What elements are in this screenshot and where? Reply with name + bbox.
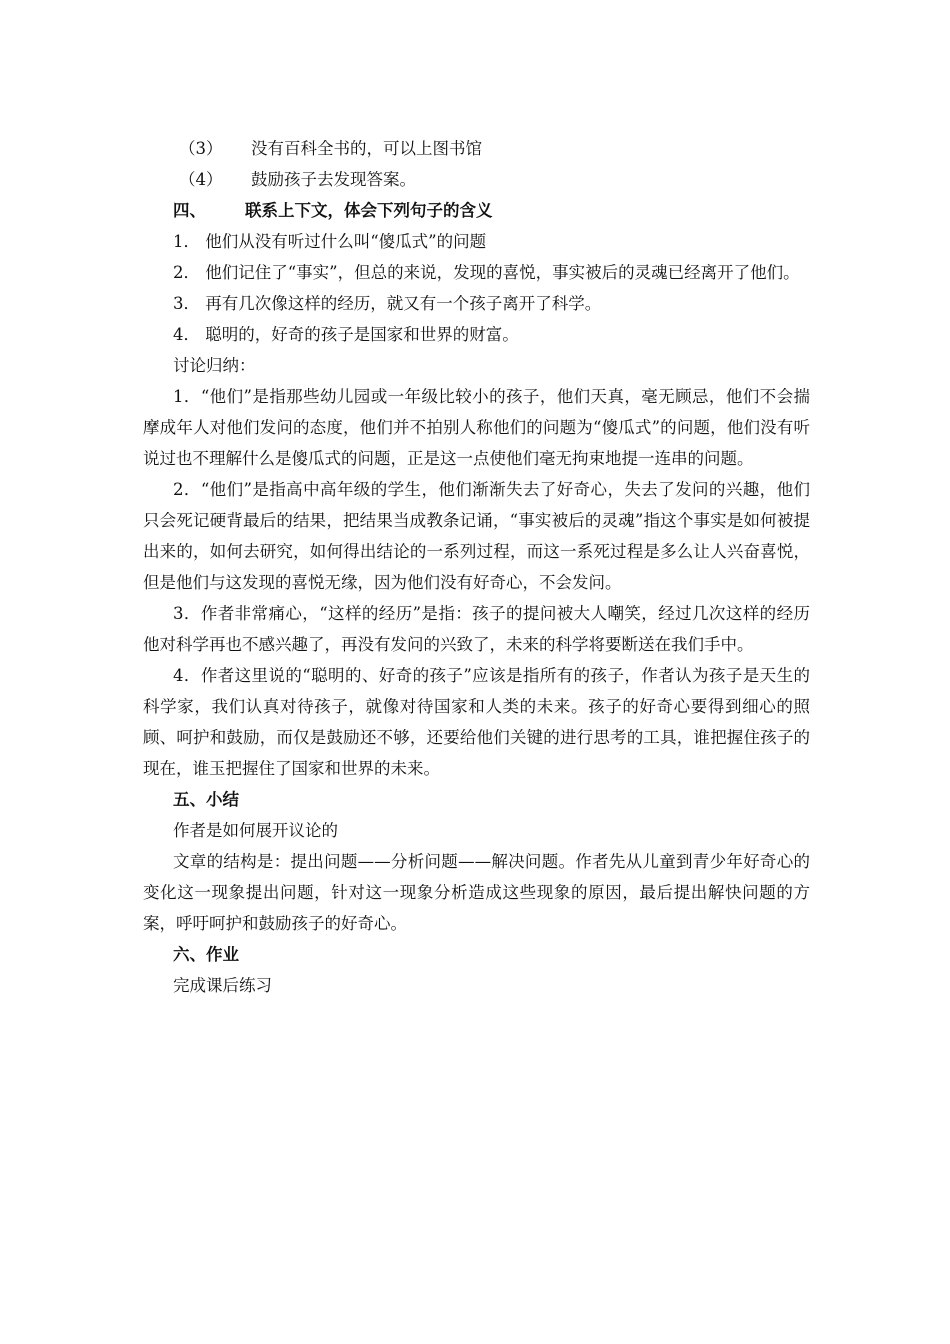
list-text: 鼓励孩子去发现答案。: [251, 170, 416, 189]
section-5-heading: 五、小结: [173, 790, 239, 809]
discussion-label: 讨论归纳：: [173, 356, 256, 375]
list-marker: （4）: [179, 170, 223, 189]
question-1: 1． 他们从没有听过什么叫“傻瓜式”的问题: [173, 232, 487, 251]
section-4-title: 联系上下文，体会下列句子的含义: [245, 201, 493, 220]
answer-2: 2．“他们”是指高中高年级的学生，他们渐渐失去了好奇心，失去了发问的兴趣，他们只会死记硬背最后的结果，把结果当成教条记诵，“事实被后的灵魂”指这个事实是如何被提出来的，如何去研究，如何得出结论的一系列过程，而这一系死过程是多么让人兴奋喜悦，但是他们与这发现的喜悦无缘，因为他们没有好奇心，不会发问。: [143, 480, 810, 592]
section-4-number: 四、: [173, 201, 206, 220]
list-text: 没有百科全书的，可以上图书馆: [251, 139, 482, 158]
section-5-line: 作者是如何展开议论的: [173, 821, 338, 840]
section-4-heading: [143, 195, 810, 226]
question-3: 3． 再有几次像这样的经历，就又有一个孩子离开了科学。: [173, 294, 602, 313]
list-marker: （3）: [179, 139, 223, 158]
answer-1: 1．“他们”是指那些幼儿园或一年级比较小的孩子，他们天真，毫无顾忌，他们不会揣摩成年人对他们发问的态度，他们并不拍别人称他们的问题为“傻瓜式”的问题，他们没有听说过也不理解什么是傻瓜式的问题，正是这一点使他们毫无拘束地提一连串的问题。: [143, 387, 810, 468]
list-item-3: [143, 133, 810, 164]
answer-4: 4．作者这里说的“聪明的、好奇的孩子”应该是指所有的孩子，作者认为孩子是天生的科学家，我们认真对待孩子，就像对待国家和人类的未来。孩子的好奇心要得到细心的照顾、呵护和鼓励，而仅是鼓励还不够，还要给他们关键的进行思考的工具，谁把握住孩子的现在，谁玉把握住了国家和世界的未来。: [143, 666, 810, 778]
section-5-paragraph: 文章的结构是：提出问题——分析问题——解决问题。作者先从儿童到青少年好奇心的变化这一现象提出问题，针对这一现象分析造成这些现象的原因，最后提出解快问题的方案，呼吁呵护和鼓励孩子的好奇心。: [143, 852, 810, 933]
section-6-line: 完成课后练习: [173, 976, 272, 995]
list-item-4: [143, 164, 810, 195]
document-body: [143, 133, 810, 1001]
answer-3: 3．作者非常痛心，“这样的经历”是指：孩子的提问被大人嘲笑，经过几次这样的经历他对科学再也不感兴趣了，再没有发问的兴致了，未来的科学将要断送在我们手中。: [143, 604, 810, 654]
question-2: 2． 他们记住了“事实”，但总的来说，发现的喜悦，事实被后的灵魂已经离开了他们。: [173, 263, 800, 282]
question-4: 4． 聪明的，好奇的孩子是国家和世界的财富。: [173, 325, 519, 344]
section-6-heading: 六、作业: [173, 945, 239, 964]
